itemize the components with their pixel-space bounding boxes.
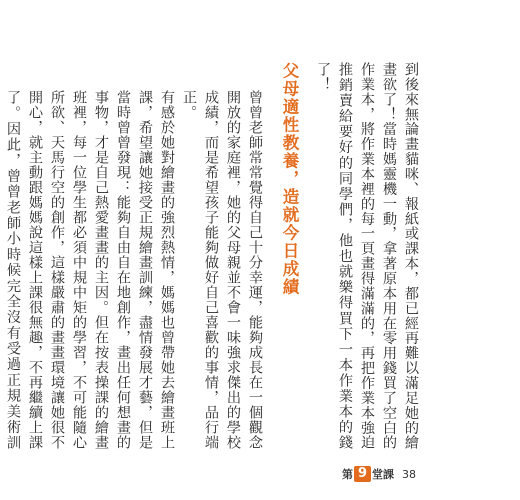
- vertical-text-body: [0, 62, 422, 450]
- chapter-prefix: 第: [342, 468, 353, 481]
- chapter-footer: [342, 465, 416, 483]
- section-heading: 父母適性教養，造就今日成績: [280, 62, 299, 296]
- paragraph-art-class: 有感於她對繪畫的強烈熱情，媽媽也曾帶她去繪畫班上課，希望讓她接受正規繪畫訓練，盡情發展才藝，但是當時曾曾發現：能夠自由自在地創作，畫出任何想畫的事物，才是自己熱愛畫畫的主因。但在按表操課的繪畫班裡，每一位學生都必須中規中矩的學習，不可能隨心所欲、天馬行空的創作，這樣嚴肅的畫畫環境讓她很不開心，就主動跟媽媽說這樣上課很無趣，不再繼續上課了。因此，曾曾老師小時候完全沒有受過正規美術訓: [5, 90, 175, 450]
- page-number: 38: [402, 467, 417, 481]
- chapter-suffix: 堂課: [372, 468, 395, 481]
- chapter-number-badge: 9: [354, 466, 371, 482]
- paragraph-family: 曾曾老師常常覺得自己十分幸運，能夠成長在一個觀念開放的家庭裡，她的父母親並不會一味強求傑出的學校成績，而是希望孩子能夠做好自己喜歡的事情，品行端正。: [181, 90, 263, 450]
- paragraph-intro: 到後來無論畫貓咪、報紙或課本，都已經再難以滿足她的繪畫欲了！當時媽靈機一動，拿著原本用在零用錢買了空白的作業本，將作業本裡的每一頁畫得滿滿的，再把作業本強迫推銷賣給要好的同學們，他也就樂得買下一本作業本的錢了！: [315, 62, 419, 450]
